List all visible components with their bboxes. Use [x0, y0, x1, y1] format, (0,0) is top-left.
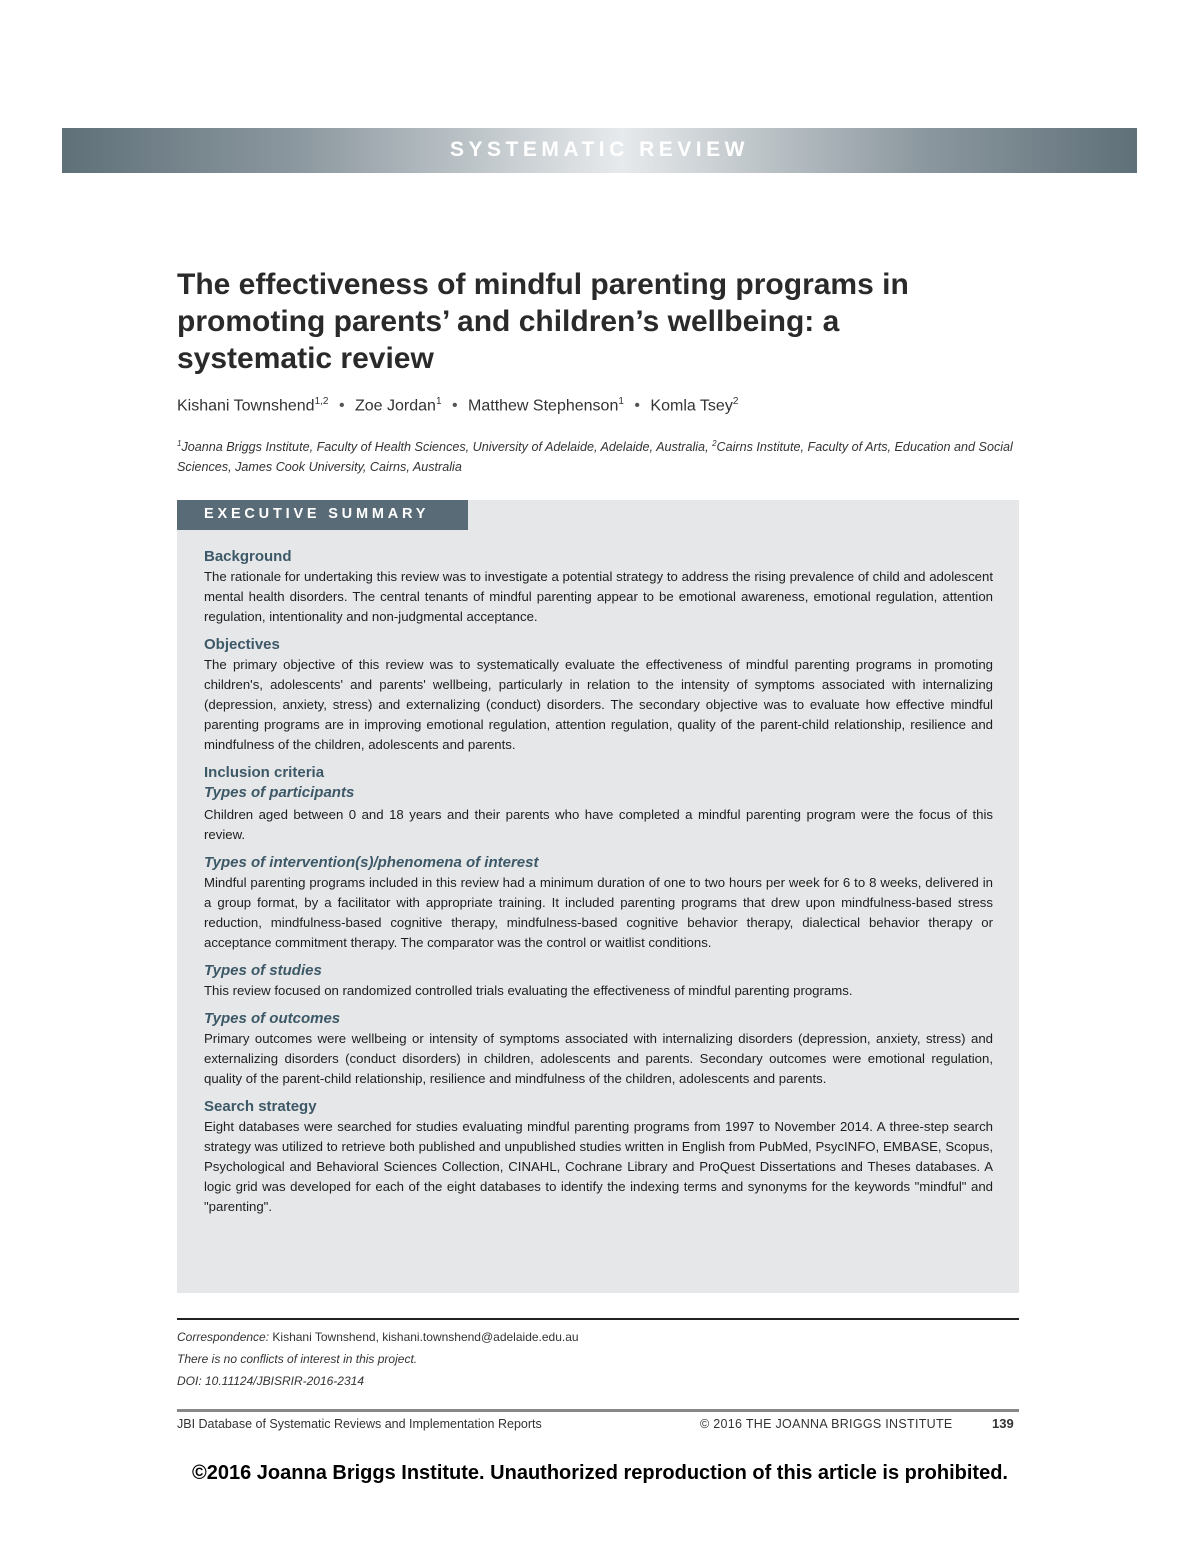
affiliation-mark: 1	[177, 439, 182, 448]
affiliation-mark: 2	[712, 439, 717, 448]
affiliations	[177, 434, 1019, 477]
participants-heading: Types of participants	[204, 784, 355, 801]
objectives-heading: Objectives	[204, 636, 280, 653]
executive-summary-content	[204, 547, 993, 1217]
article-title: The effectiveness of mindful parenting programs in promoting parents’ and children’s wellbeing: a systematic review	[177, 268, 909, 375]
search-strategy-text: Eight databases were searched for studies evaluating mindful parenting programs from 1997 to November 2014. A three-step search strategy was utilized to retrieve both published and unpublished studies written in English from PubMed, PsycINFO, EMBASE, Scopus, Psychological and Behavioral Sciences Collection, CINAHL, Cochrane Library and ProQuest Dissertations and Theses databases. A logic grid was developed for each of the eight databases to identify the indexing terms and synonyms for the keywords "mindful" and "parenting".	[204, 1119, 993, 1214]
intervention-heading: Types of intervention(s)/phenomena of interest	[204, 854, 539, 871]
author-separator: •	[451, 397, 458, 415]
copyright-watermark: ©2016 Joanna Briggs Institute. Unauthorized reproduction of this article is prohibited.	[192, 1462, 1008, 1484]
search-strategy-heading: Search strategy	[204, 1098, 317, 1115]
objectives-text: The primary objective of this review was to systematically evaluate the effectiveness of mindful parenting programs in promoting children's, adolescents' and parents' wellbeing, particularly in relation to the intensity of symptoms associated with internalizing (depression, anxiety, stress) and externalizing (conduct) disorders. The secondary objective was to evaluate how effective mindful parenting programs are in improving emotional regulation, attention regulation, quality of the parent-child relationship, resilience and mindfulness of the children, adolescents and parents.	[204, 657, 993, 752]
executive-summary-tab	[177, 500, 468, 530]
author-affiliation-mark: 1	[618, 396, 624, 407]
executive-summary-box	[177, 500, 1019, 1293]
studies-heading: Types of studies	[204, 962, 322, 979]
footer-journal-name: JBI Database of Systematic Reviews and Implementation Reports	[177, 1417, 542, 1431]
inclusion-criteria-heading: Inclusion criteria	[204, 764, 325, 781]
background-heading: Background	[204, 548, 292, 565]
author-name: Komla Tsey	[650, 397, 733, 415]
author-name: Matthew Stephenson	[468, 397, 619, 415]
affiliation-text: Joanna Briggs Institute, Faculty of Health Sciences, University of Adelaide, Adelaide, Australia,	[181, 440, 713, 455]
studies-text: This review focused on randomized controlled trials evaluating the effectiveness of mindful parenting programs.	[204, 983, 853, 998]
outcomes-text: Primary outcomes were wellbeing or intensity of symptoms associated with internalizing disorders (depression, anxiety, stress) and externalizing disorders (conduct disorders) in children, adolescents and parents. Secondary outcomes were emotional regulation, quality of the parent-child relationship, resilience and mindfulness of the children, adolescents and parents.	[204, 1031, 993, 1086]
author-name: Kishani Townshend	[177, 397, 315, 415]
doi: DOI: 10.11124/JBISRIR-2016-2314	[177, 1374, 364, 1388]
conflicts-statement: There is no conflicts of interest in this project.	[177, 1352, 418, 1366]
footer-divider	[177, 1409, 1019, 1412]
outcomes-heading: Types of outcomes	[204, 1010, 341, 1027]
author-list	[177, 396, 738, 415]
divider	[177, 1318, 1019, 1320]
author-name: Zoe Jordan	[355, 397, 436, 415]
participants-text: Children aged between 0 and 18 years and their parents who have completed a mindful parenting program were the focus of this review.	[204, 807, 993, 842]
correspondence-text: Kishani Townshend, kishani.townshend@adelaide.edu.au	[269, 1330, 579, 1344]
section-banner	[62, 128, 1137, 173]
banner-label: SYSTEMATIC REVIEW	[450, 138, 749, 161]
footer-copyright: © 2016 THE JOANNA BRIGGS INSTITUTE	[700, 1417, 953, 1431]
executive-summary-label: EXECUTIVE SUMMARY	[204, 506, 430, 522]
background-text: The rationale for undertaking this review was to investigate a potential strategy to address the rising prevalence of child and adolescent mental health disorders. The central tenants of mindful parenting appear to be emotional awareness, emotional regulation, attention regulation, intentionality and non-judgmental acceptance.	[204, 569, 993, 624]
intervention-text: Mindful parenting programs included in this review had a minimum duration of one to two hours per week for 6 to 8 weeks, delivered in a group format, by a facilitator with appropriate training. It included parenting programs that drew upon mindfulness-based stress reduction, mindfulness-based cognitive therapy, mindfulness-based cognitive behavior therapy, dialectical behavior therapy or acceptance commitment therapy. The comparator was the control or waitlist conditions.	[204, 875, 993, 950]
page-number: 139	[992, 1416, 1014, 1431]
author-separator: •	[634, 397, 640, 415]
author-affiliation-mark: 1	[435, 396, 442, 407]
author-affiliation-mark: 2	[732, 396, 739, 407]
correspondence-block	[177, 1326, 579, 1392]
author-affiliation-mark: 1,2	[314, 396, 329, 407]
affiliation-text: Cairns Institute, Faculty of Arts, Education and Social Sciences, James Cook University, Cairns, Australia	[177, 440, 1013, 475]
correspondence-label: Correspondence:	[177, 1330, 270, 1344]
author-separator: •	[338, 397, 345, 415]
